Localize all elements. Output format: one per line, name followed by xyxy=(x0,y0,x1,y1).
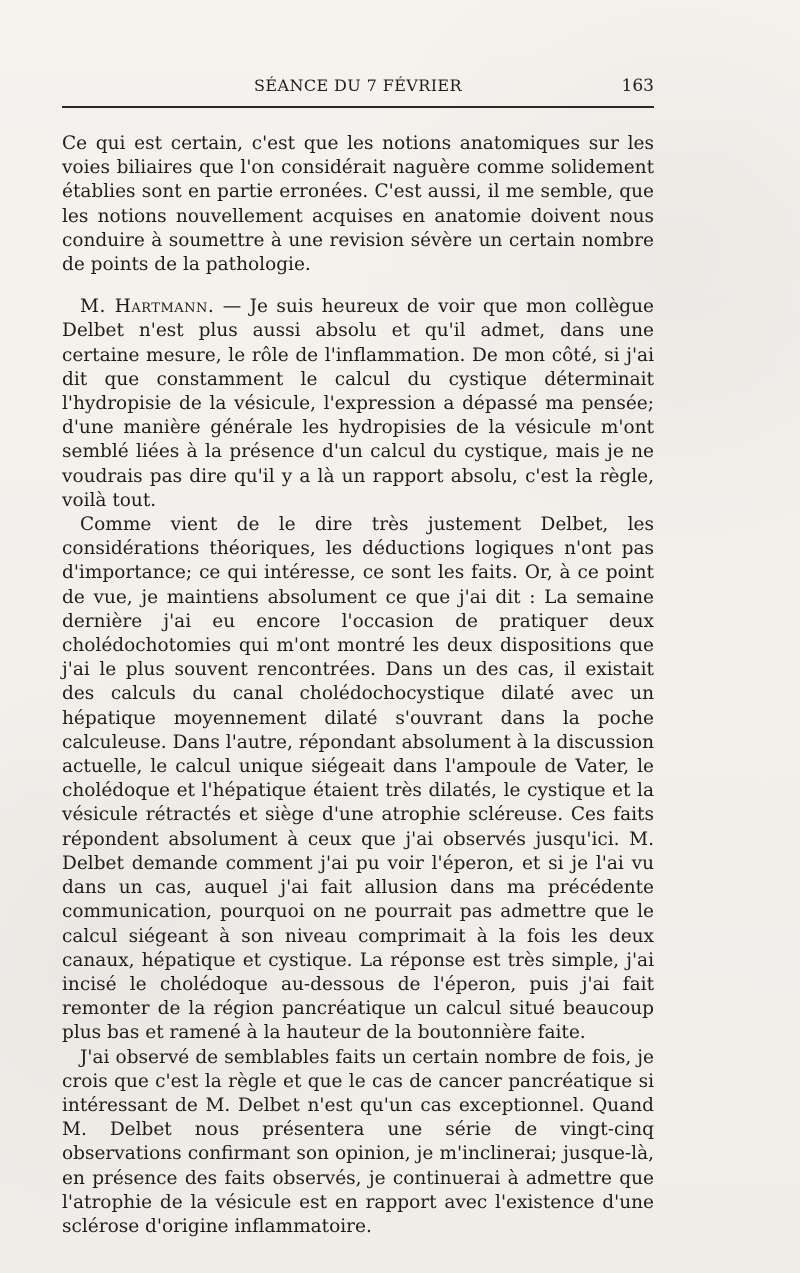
article-text xyxy=(62,132,654,1239)
page-number: 163 xyxy=(621,76,654,96)
speaker-text: — Je suis heureux de voir que mon collègue Delbet n'est plus aussi absolu et qu'il admet, dans une certaine mesure, le rôle de l'inflammation. De mon côté, si j'ai dit que constamment le calcul du cystique déterminait l'hydropisie de la vésicule, l'expression a dépassé ma pensée; d'une manière générale les hydropisies de la vésicule m'ont semblé liées à la présence d'un calcul du cystique, mais je ne voudrais pas dire qu'il y a là un rapport absolu, c'est la règle, voilà tout. xyxy=(62,296,654,511)
paragraph-2 xyxy=(62,295,654,513)
header-rule xyxy=(62,106,654,108)
speaker-name: M. Hartmann. xyxy=(80,296,215,318)
paragraph-spacer xyxy=(62,277,654,295)
running-header xyxy=(62,76,654,100)
running-title: SÉANCE DU 7 FÉVRIER xyxy=(254,76,462,95)
paragraph-3: Comme vient de le dire très justement Delbet, les considérations théoriques, les déductions logiques n'ont pas d'importance; ce qui intéresse, ce sont les faits. Or, à ce point de vue, je maintiens absolument ce que j'ai dit : La semaine dernière j'ai eu encore l'occasion de pratiquer deux cholédochotomies qui m'ont montré les deux dispositions que j'ai le plus souvent rencontrées. Dans un des cas, il existait des calculs du canal cholédochocystique dilaté avec un hépatique moyennement dilaté s'ouvrant dans la poche calculeuse. Dans l'autre, répondant absolument à la discussion actuelle, le calcul unique siégeait dans l'ampoule de Vater, le cholédoque et l'hépatique étaient très dilatés, le cystique et la vésicule rétractés et siège d'une atrophie scléreuse. Ces faits répondent absolument à ceux que j'ai observés jusqu'ici. M. Delbet demande comment j'ai pu voir l'éperon, et si je l'ai vu dans un cas, auquel j'ai fait allusion dans ma précédente communication, pourquoi on ne pourrait pas admettre que le calcul siégeant à son niveau comprimait à la fois les deux canaux, hépatique et cystique. La réponse est très simple, j'ai incisé le cholédoque au-dessous de l'éperon, puis j'ai fait remonter de la région pancréatique un calcul situé beaucoup plus bas et ramené à la hauteur de la boutonnière faite. xyxy=(62,514,654,1044)
paragraph-4: J'ai observé de semblables faits un certain nombre de fois, je crois que c'est la règle et que le cas de cancer pancréatique si intéressant de M. Delbet n'est qu'un cas exceptionnel. Quand M. Delbet nous présentera une série de vingt-cinq observations confirmant son opinion, je m'inclinerai; jusque-là, en présence des faits observés, je continuerai à admettre que l'atrophie de la vésicule est en rapport avec l'existence d'une sclérose d'origine inflammatoire. xyxy=(62,1046,654,1237)
paragraph-1: Ce qui est certain, c'est que les notions anatomiques sur les voies biliaires que l'on considérait naguère comme solidement établies sont en partie erronées. C'est aussi, il me semble, que les notions nouvellement acquises en anatomie doivent nous conduire à soumettre à une revision sévère un certain nombre de points de la pathologie. xyxy=(62,133,654,276)
